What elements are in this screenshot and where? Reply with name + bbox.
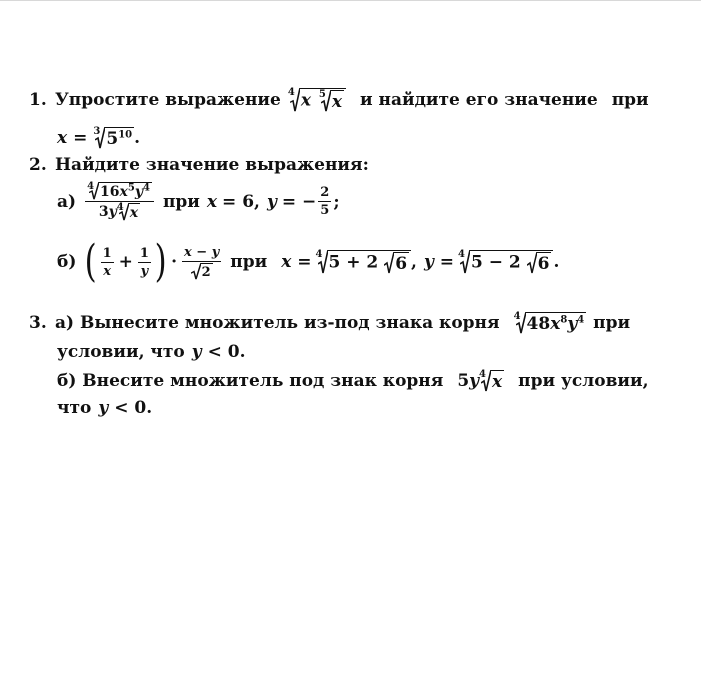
problem-3b-text: б) Внесите множитель под знак корня <box>57 371 444 391</box>
problem-2b: б) ( $\frac{1}{x}$ + $\frac{1}{y}$ ) · x − y 2 при x = 4 5 + 2 6 , y = 4 5 − 2 6 . <box>57 236 560 287</box>
problem-2b-x-radical: 4 5 + 2 6 <box>316 250 411 274</box>
problem-1-line-1 <box>29 88 649 112</box>
problem-2-number: 2. <box>29 155 47 175</box>
problem-3b-line-2: что y < 0. <box>57 398 153 418</box>
problem-3-number: 3. <box>29 313 47 333</box>
problem-1-condition-radical: 3 $5^{10}$ <box>93 126 133 149</box>
problem-3a-radical: 4 $48x^8y^4$ <box>513 311 585 334</box>
problem-3a-line-1: 3. а) Вынесите множитель из-под знака корня 4 $48x^8y^4$ при <box>29 311 631 334</box>
problem-3b-line-1: б) Внесите множитель под знак корня 5y 4 x при условии, <box>57 369 649 392</box>
problem-2b-label: б) <box>57 252 77 272</box>
problem-3a-text: а) Вынесите множитель из-под знака корня <box>55 313 500 333</box>
problem-1-radical: 4 x 5 x <box>288 88 346 112</box>
problem-2a-fraction: 4 $16x^5y^4$ 3 y 4 x <box>85 182 154 221</box>
problem-1-text-end: при <box>611 90 649 110</box>
problem-2b-y-radical: 4 5 − 2 6 <box>458 250 553 274</box>
problem-1-number: 1. <box>29 90 47 110</box>
problem-3a-line-2: условии, что y < 0. <box>57 342 246 362</box>
problem-2a-y-fraction: $\frac{2}{5}$ <box>320 185 330 218</box>
problem-1-line-2: x = 3 $5^{10}$ . <box>57 126 141 149</box>
problem-1-condition-var: x <box>57 128 68 148</box>
problem-2-text: Найдите значение выражения: <box>55 155 369 175</box>
problem-1-text-after: и найдите его значение <box>359 90 598 110</box>
problem-1-text: Упростите выражение <box>55 90 281 110</box>
problem-3b-radical: 4 x <box>479 369 503 392</box>
problem-2a: а) 4 $16x^5y^4$ 3 y 4 x при x = 6, y = − $\frac{2}{5}$ ; <box>57 181 340 221</box>
problem-2a-label: а) <box>57 191 77 212</box>
problem-2-line-1 <box>29 155 369 175</box>
